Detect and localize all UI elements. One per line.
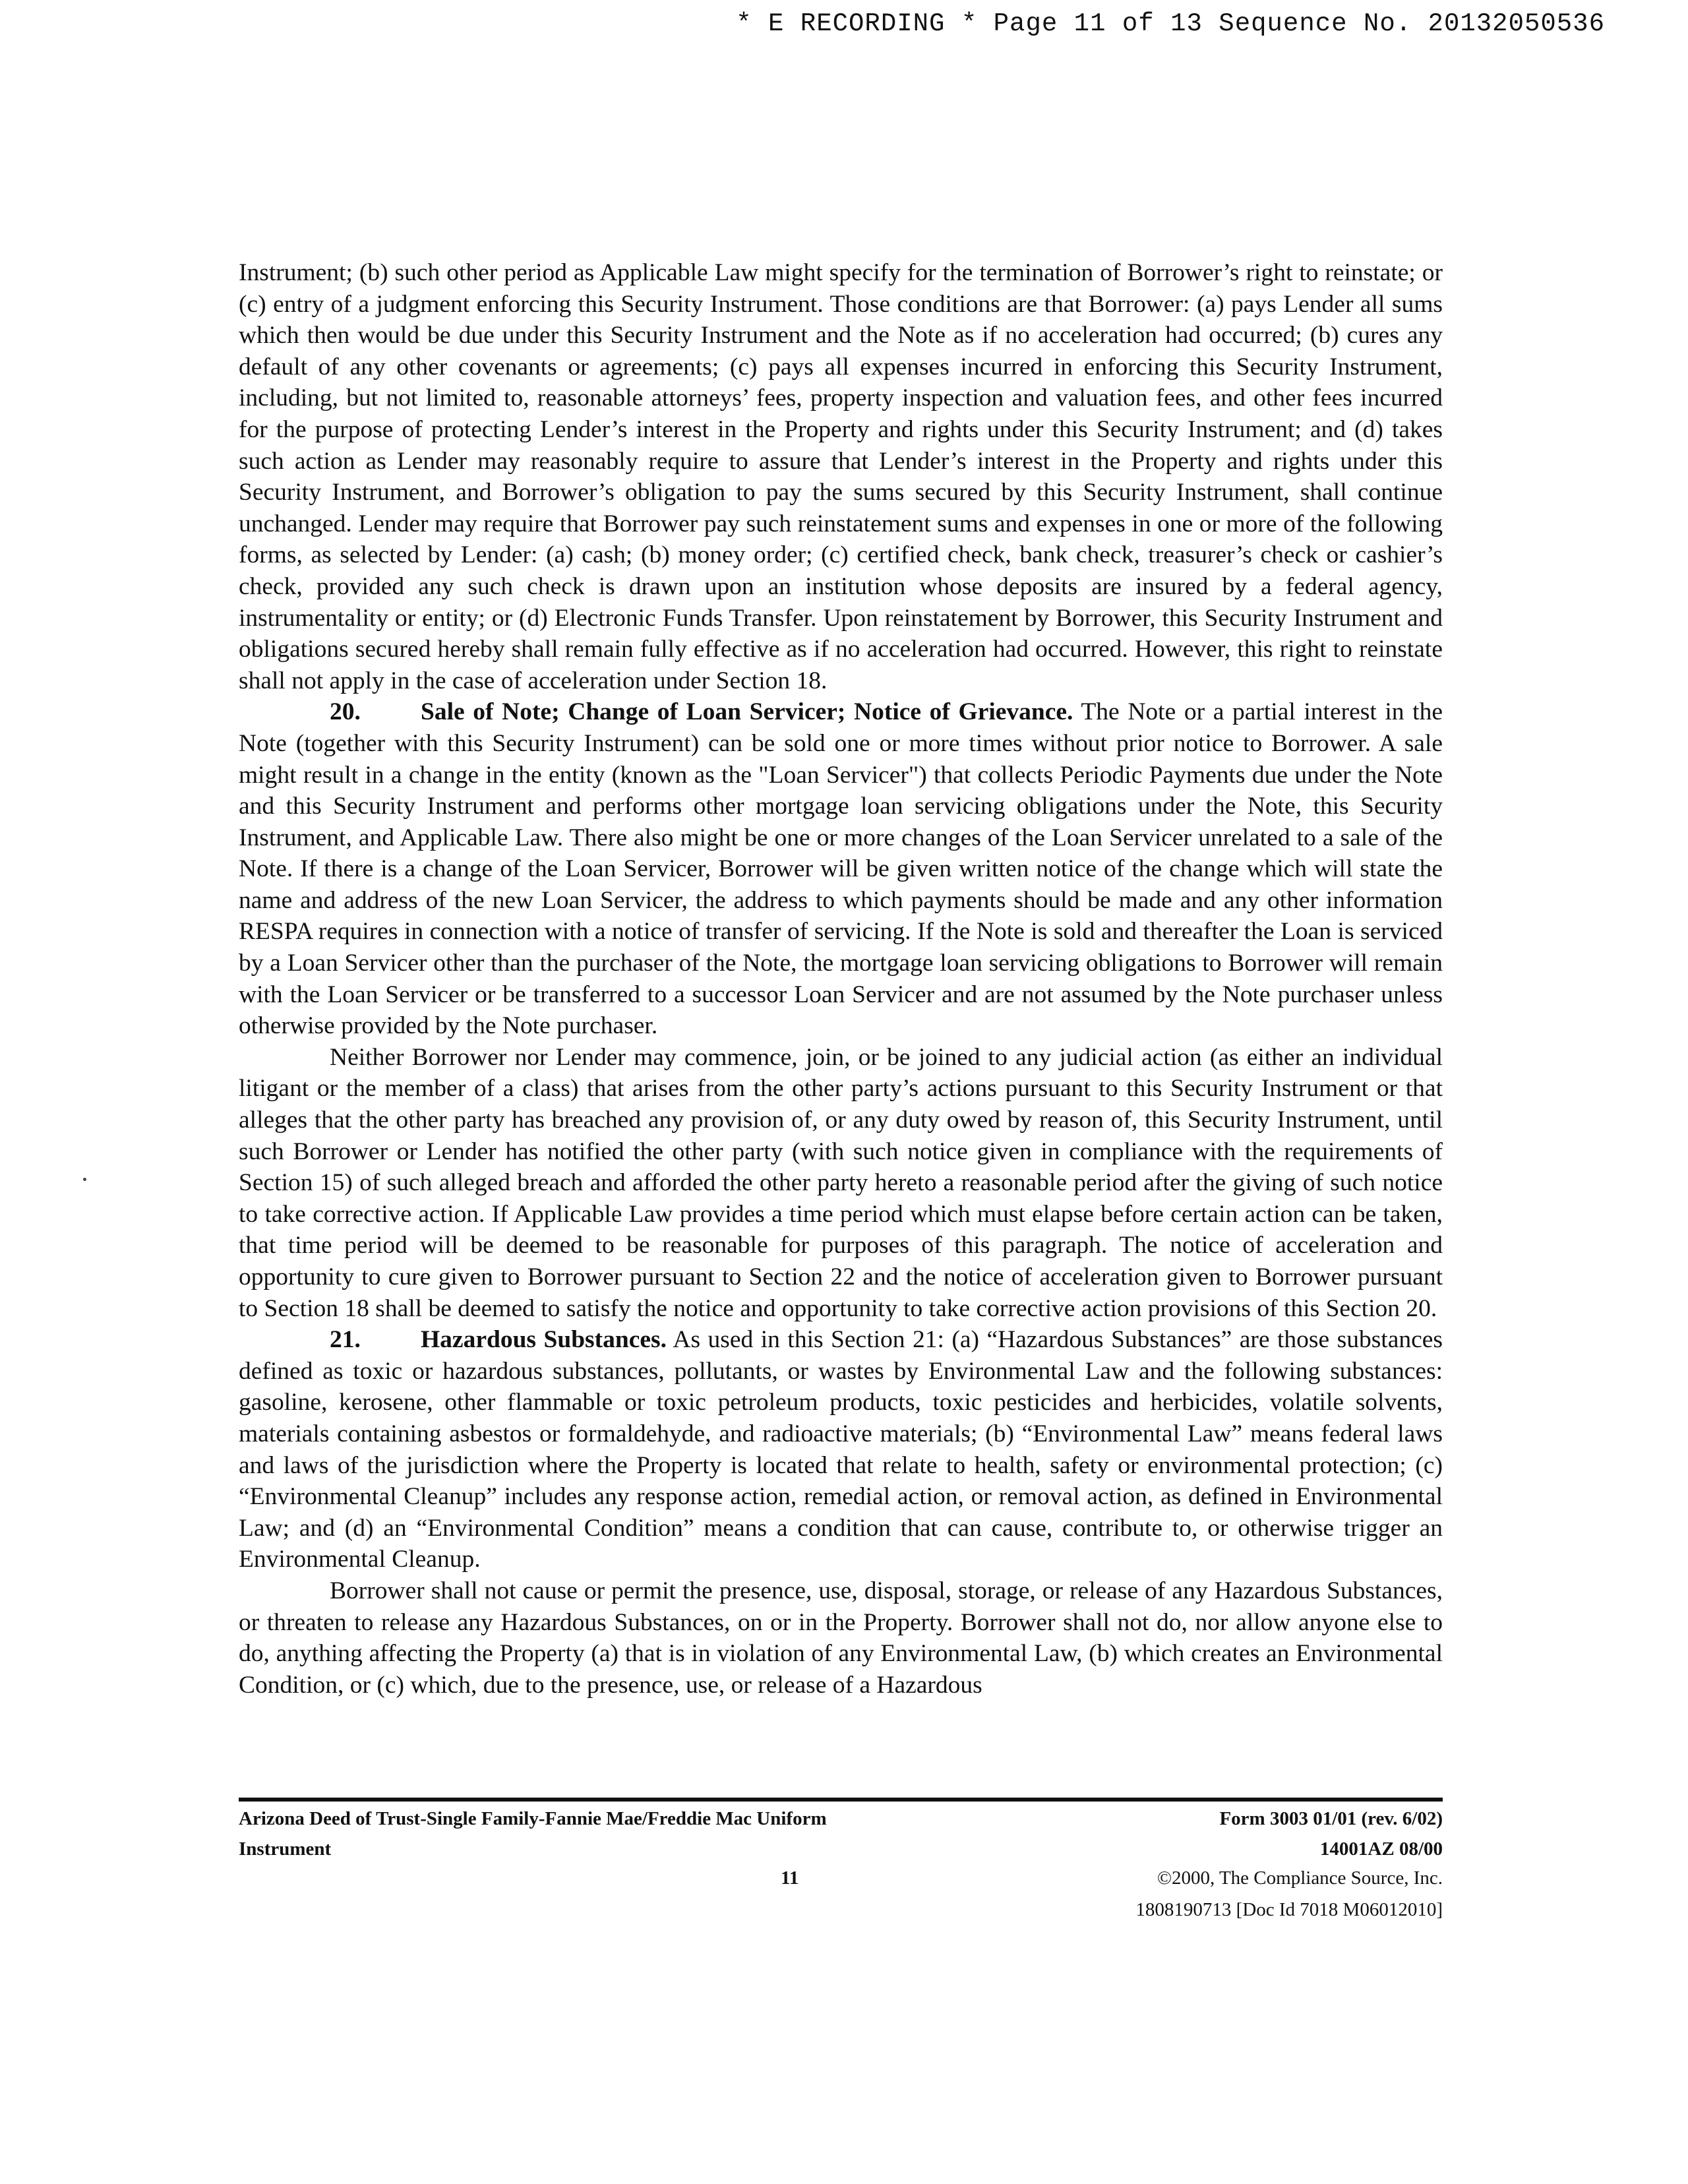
footer-form-number: Form 3003 01/01 (rev. 6/02) xyxy=(1219,1808,1443,1829)
section-text: As used in this Section 21: (a) “Hazardous Substances” are those substances defined as toxic or hazardous substances, pollutants, or wastes by Environmental Law and the following substances: gasoline, kerosene, other flammable or toxic petroleum products, toxic pesticides and herbicides, volatile solvents, materials containing asbestos or formaldehyde, and radioactive materials; (b) “Environmental Law” means federal laws and laws of the jurisdiction where the Property is located that relate to health, safety or environmental protection; (c) “Environmental Cleanup” includes any response action, remedial action, or removal action, as defined in Environmental Law; and (d) an “Environmental Condition” means a condition that can cause, contribute to, or otherwise trigger an Environmental Cleanup. xyxy=(239,1326,1443,1573)
paragraph-continued: Instrument; (b) such other period as Applicable Law might specify for the termination of Borrower’s right to reinstate; or (c) entry of a judgment enforcing this Security Instrument. Those conditions are that Borrower: (a) pays Lender all sums which then would be due under this Security Instrument and the Note as if no acceleration had occurred; (b) cures any default of any other covenants or agreements; (c) pays all expenses incurred in enforcing this Security Instrument, including, but not limited to, reasonable attorneys’ fees, property inspection and valuation fees, and other fees incurred for the purpose of protecting Lender’s interest in the Property and rights under this Security Instrument; and (d) takes such action as Lender may reasonably require to assure that Lender’s interest in the Property and rights under this Security Instrument, and Borrower’s obligation to pay the sums secured by this Security Instrument, shall continue unchanged. Lender may require that Borrower pay such reinstatement sums and expenses in one or more of the following forms, as selected by Lender: (a) cash; (b) money order; (c) certified check, bank check, treasurer’s check or cashier’s check, provided any such check is drawn upon an institution whose deposits are insured by a federal agency, instrumentality or entity; or (d) Electronic Funds Transfer. Upon reinstatement by Borrower, this Security Instrument and obligations secured hereby shall remain fully effective as if no acceleration had occurred. However, this right to reinstate shall not apply in the case of acceleration under Section 18. xyxy=(239,259,1443,694)
section-title: Sale of Note; Change of Loan Servicer; Notice of Grievance. xyxy=(421,698,1073,726)
section-number: 20. xyxy=(330,698,361,726)
section-20 xyxy=(239,696,1443,1042)
section-number: 21. xyxy=(330,1326,361,1354)
footer-copyright: ©2000, The Compliance Source, Inc. xyxy=(1157,1867,1443,1889)
page-number: 11 xyxy=(781,1867,799,1889)
footer-form-title-cont: Instrument xyxy=(239,1838,332,1860)
scan-speck xyxy=(83,1178,86,1181)
recording-header: * E RECORDING * Page 11 of 13 Sequence No. 20132050536 xyxy=(736,9,1605,38)
section-title: Hazardous Substances. xyxy=(421,1326,667,1354)
paragraph-grievance: Neither Borrower nor Lender may commence, join, or be joined to any judicial action (as either an individual litigant or the member of a class) that arises from the other party’s actions pursuant to this Security Instrument or that alleges that the other party has breached any provision of, or any duty owed by reason of, this Security Instrument, until such Borrower or Lender has notified the other party (with such notice given in compliance with the requirements of Section 15) of such alleged breach and afforded the other party hereto a reasonable period after the giving of such notice to take corrective action. If Applicable Law provides a time period which must elapse before certain action can be taken, that time period will be deemed to be reasonable for purposes of this paragraph. The notice of acceleration and opportunity to cure given to Borrower pursuant to Section 22 and the notice of acceleration given to Borrower pursuant to Section 18 shall be deemed to satisfy the notice and opportunity to take corrective action provisions of this Section 20. xyxy=(239,1043,1443,1322)
footer-form-code: 14001AZ 08/00 xyxy=(1319,1838,1443,1860)
footer-form-title: Arizona Deed of Trust-Single Family-Fannie Mae/Freddie Mac Uniform xyxy=(239,1808,827,1829)
paragraph-borrower: Borrower shall not cause or permit the presence, use, disposal, storage, or release of any Hazardous Substances, or threaten to release any Hazardous Substances, on or in the Property. Borrower shall not do, nor allow anyone else to do, anything affecting the Property (a) that is in violation of any Environmental Law, (b) which creates an Environmental Condition, or (c) which, due to the presence, use, or release of a Hazardous xyxy=(239,1577,1443,1699)
section-21 xyxy=(239,1324,1443,1575)
document-body xyxy=(239,257,1443,1701)
section-text: The Note or a partial interest in the Note (together with this Security Instrument) can be sold one or more times without prior notice to Borrower. A sale might result in a change in the entity (known as the "Loan Servicer") that collects Periodic Payments due under the Note and this Security Instrument and performs other mortgage loan servicing obligations under the Note, this Security Instrument, and Applicable Law. There also might be one or more changes of the Loan Servicer unrelated to a sale of the Note. If there is a change of the Loan Servicer, Borrower will be given written notice of the change which will state the name and address of the new Loan Servicer, the address to which payments should be made and any other information RESPA requires in connection with a notice of transfer of servicing. If the Note is sold and thereafter the Loan is serviced by a Loan Servicer other than the purchaser of the Note, the mortgage loan servicing obligations to Borrower will remain with the Loan Servicer or be transferred to a successor Loan Servicer and are not assumed by the Note purchaser unless otherwise provided by the Note purchaser. xyxy=(239,698,1443,1040)
footer-doc-id: 1808190713 [Doc Id 7018 M06012010] xyxy=(1135,1899,1443,1920)
footer-rule xyxy=(239,1798,1443,1802)
